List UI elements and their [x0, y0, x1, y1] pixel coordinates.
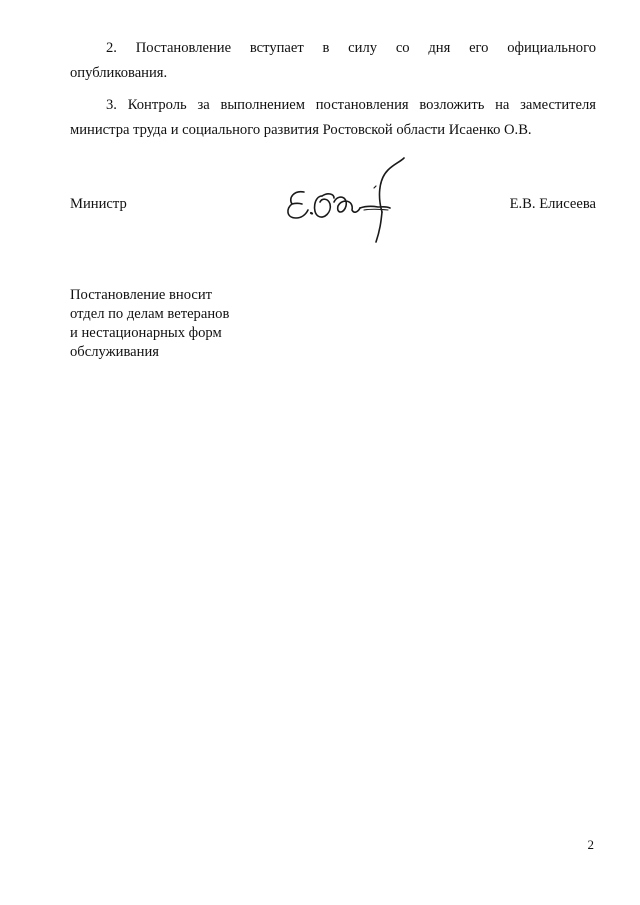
- page-number: 2: [587, 837, 594, 852]
- note-line-2: отдел по делам ветеранов: [70, 306, 230, 322]
- paragraph-2-line-1: 2. Постановление вступает в силу со дня его официального: [106, 40, 596, 56]
- note-line-1: Постановление вносит: [70, 287, 213, 303]
- paragraph-3: [70, 93, 596, 143]
- note-line-4: обслуживания: [70, 344, 159, 360]
- paragraph-2-line-2: опубликования.: [70, 65, 168, 81]
- handwritten-signature: [282, 152, 406, 248]
- signatory-title: Министр: [70, 196, 127, 212]
- signatory-name: Е.В. Елисеева: [509, 196, 596, 212]
- paragraph-3-line-2: министра труда и социального развития Ростовской области Исаенко О.В.: [70, 122, 532, 138]
- paragraph-2: [70, 36, 596, 86]
- note-line-3: и нестационарных форм: [70, 325, 222, 341]
- paragraph-3-line-1: 3. Контроль за выполнением постановления возложить на заместителя: [106, 97, 596, 113]
- submitted-by-note: [70, 286, 229, 362]
